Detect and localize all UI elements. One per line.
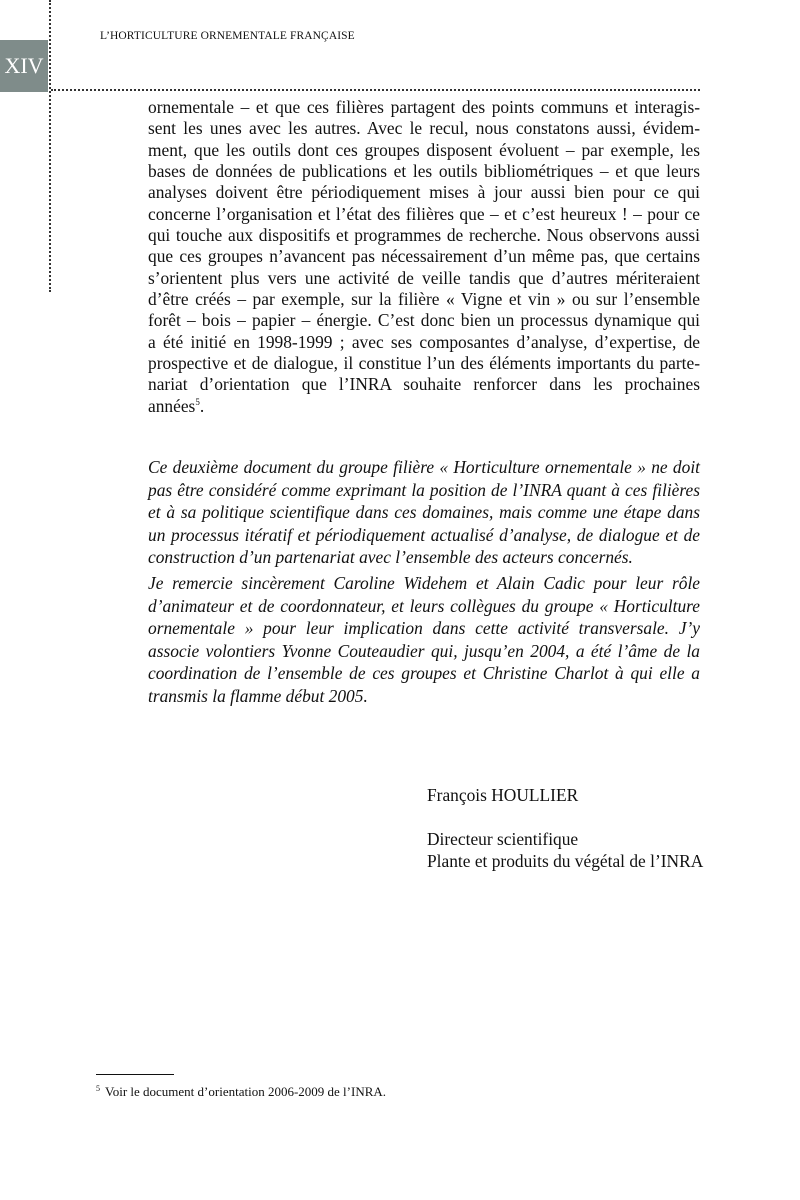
running-title: L’HORTICULTURE ORNEMENTALE FRANÇAISE	[100, 30, 355, 42]
period: .	[199, 395, 205, 416]
vertical-dotted-rule	[49, 0, 51, 292]
footnote-text: Voir le document d’orientation 2006-2009 de l’INRA.	[105, 1084, 387, 1099]
italic-paragraph-disclaimer	[148, 456, 700, 569]
text-line: forêt – bois – papier – énergie. C’est donc bien un processus dynamique qui	[148, 310, 700, 331]
text-line: bases de données de publications et les outils bibliométriques – et que leurs	[148, 161, 700, 182]
text-line: associe volontiers Yvonne Couteaudier qui, jusqu’en 2004, a été l’âme de la	[148, 640, 700, 661]
text-line: d’être créés – par exemple, sur la filière « Vigne et vin » ou sur l’ensemble	[148, 289, 700, 310]
signature-title: Directeur scientifique	[427, 829, 579, 849]
text-line: prospective et de dialogue, il constitue l’un des éléments importants du parte-	[148, 353, 700, 374]
text-line: concerne l’organisation et l’état des filières que – et c’est heureux ! – pour ce	[148, 203, 700, 224]
text-line: a été initié en 1998-1999 ; avec ses composantes d’analyse, d’expertise, de	[148, 331, 700, 352]
footnote-reference: 5	[195, 397, 200, 408]
body-paragraph	[148, 97, 700, 417]
text-line: d’animateur et de coordonnateur, et leurs collègues du groupe « Horticulture	[148, 595, 700, 616]
text-line: transmis la flamme début 2005.	[148, 685, 368, 706]
signature-affiliation: Plante et produits du végétal de l’INRA	[427, 851, 704, 871]
horizontal-dotted-rule	[51, 89, 700, 91]
text-line: ornementale » pour leur implication dans cette activité transversale. J’y	[148, 618, 700, 639]
text-line: un processus itératif et périodiquement actualisé d’analyse, de dialogue et de	[148, 524, 700, 545]
text-line: nariat d’orientation que l’INRA souhaite renforcer dans les prochaines	[148, 374, 700, 395]
text-line: que ces groupes n’avancent pas nécessairement d’un même pas, que certains	[148, 246, 700, 267]
text-line: et à sa politique scientifique dans ces domaines, mais comme une étape dans	[148, 502, 700, 523]
italic-paragraph-acknowledgements	[148, 572, 700, 708]
text-line	[148, 396, 700, 417]
text-line: construction d’un partenariat avec l’ensemble des acteurs concernés.	[148, 547, 633, 568]
text-line: ornementale – et que ces filières partagent des points communs et interagis-	[148, 97, 700, 117]
page-number: XIV	[0, 40, 48, 92]
text-line: sent les unes avec les autres. Avec le recul, nous constatons aussi, évidem-	[148, 118, 700, 139]
text-line-end: années	[148, 395, 196, 416]
text-line: analyses doivent être périodiquement mises à jour aussi bien pour ce qui	[148, 182, 700, 203]
text-line: qui touche aux dispositifs et programmes de recherche. Nous observons aussi	[148, 225, 700, 246]
text-line: Ce deuxième document du groupe filière « Horticulture ornementale » ne doit	[148, 457, 700, 477]
text-line: ment, que les outils dont ces groupes disposent évoluent – par exemple, les	[148, 139, 700, 160]
text-line: Je remercie sincèrement Caroline Widehem et Alain Cadic pour leur rôle	[148, 573, 700, 593]
footnote	[96, 1084, 386, 1100]
signature-name: François HOULLIER	[427, 785, 579, 805]
footnote-number: 5	[96, 1083, 100, 1093]
text-line: s’orientent plus vers une activité de veille tandis que d’autres mériteraient	[148, 267, 700, 288]
footnote-rule	[96, 1074, 174, 1075]
text-line: pas être considéré comme exprimant la position de l’INRA quant à ces filières	[148, 479, 700, 500]
text-line: coordination de l’ensemble de ces groupes et Christine Charlot à qui elle a	[148, 663, 700, 684]
